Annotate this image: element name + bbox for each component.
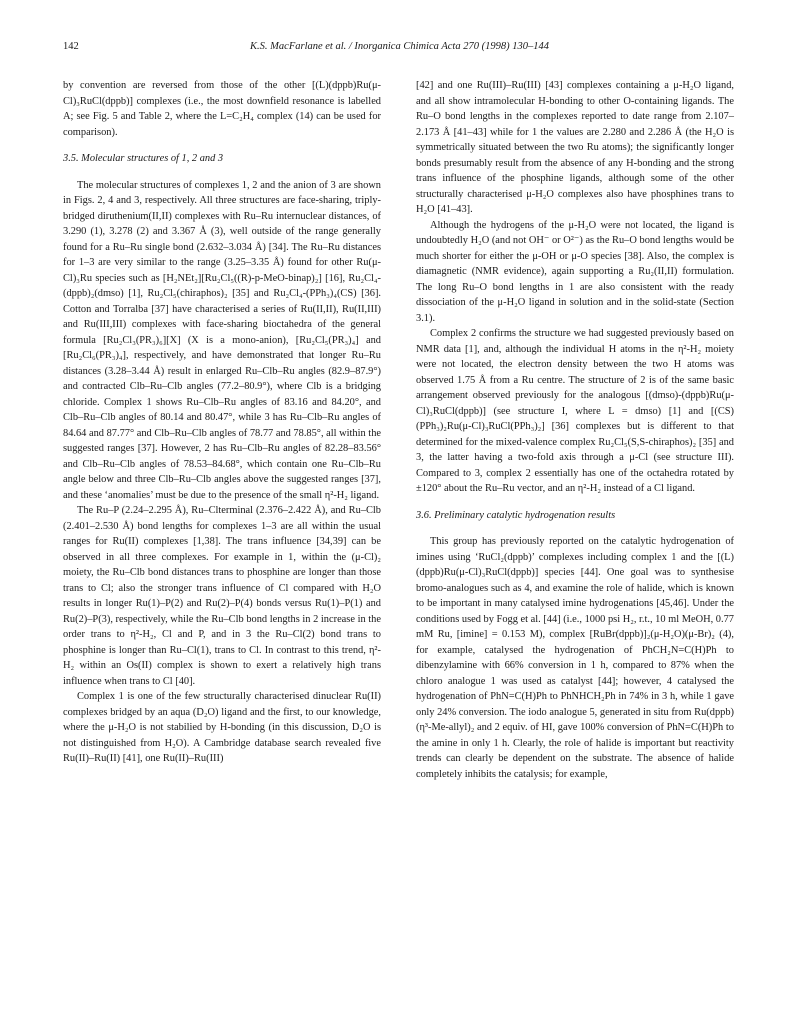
paragraph: This group has previously reported on the catalytic hydrogenation of imines using ‘RuCl₂(dppb)’ complexes including complex 1 and the [(L)(dppb)Ru(μ-Cl)₃RuCl(dppb)] species [44]. One goal was to synthesise bromo-analogues such as 4, and examine the role of halide, which is known to be important in many catalysed imine hydrogenations [45,46]. Under the conditions used by Fogg et al. [44] (i.e., 1000 psi H₂, r.t., 10 ml MeOH, 0.77 mM Ru, [imine] = 0.153 M), complex [RuBr(dppb)]₂(μ-H₂O)(μ-Br)₂ (4), for example, catalysed the hydrogenation of PhCH₂N=C(H)Ph to dibenzylamine with 66% conversion in 1 h, compared to 87% when the chloro analogue 1 was used as catalyst [44]; however, 4 catalysed the hydrogenation of PhN=C(H)Ph to PhNHCH₂Ph in 74% in 3 h, while 1 gave only 24% conversion. The iodo analogue 5, generated in situ from Ru(dppb)(η³-Me-allyl)₂ and 2 equiv. of HI, gave 100% conversion of PhN=C(H)Ph to the amine in only 1 h. Clearly, the role of halide is important but reactivity trends can clearly be dependent on the substrate. The absence of halide completely inhibits the catalysis; for example, bbox=[416, 536, 734, 780]
right-column bbox=[416, 78, 734, 782]
left-column bbox=[63, 78, 381, 767]
paragraph: by convention are reversed from those of the other [(L)(dppb)Ru(μ-Cl)₃RuCl(dppb)] complexes (i.e., the most downfield resonance is labelled A; see Fig. 5 and Table 2, where the L=C₂H₄ complex (14) can be used for comparison). bbox=[63, 80, 381, 138]
section-heading-3-5: 3.5. Molecular structures of 1, 2 and 3 bbox=[63, 153, 224, 164]
paragraph: The Ru–P (2.24–2.295 Å), Ru–Clterminal (2.376–2.422 Å), and Ru–Clb (2.401–2.530 Å) bond lengths for complexes 1–3 are all within the usual ranges for Ru(II) complexes [1,38]. The trans influence [34,39] can be observed in all three complexes. For example in 1, within the (μ-Cl)₂ moiety, the Ru–Clb bond distances trans to phosphine are longer than those trans to Cl; also the stronger trans influence of Cl compared with H₂O results in longer Ru(1)–P(2) and Ru(2)–P(4) bonds versus Ru(1)–P(1) and Ru(2)–P(3), respectively, while the Ru–Clb bond lengths in 2 increase in the order trans to η²-H₂, Cl and P, and in 3 the Ru–Cl(2) bond trans to phosphine is longer than Ru–Cl(1), trans to Cl. In contrast to this trend, η²-H₂ within an Os(II) complex is shown to exert a relatively high trans influence when trans to Cl [40]. bbox=[63, 505, 381, 687]
page-number: 142 bbox=[63, 41, 79, 52]
paragraph: Complex 2 confirms the structure we had suggested previously based on NMR data [1], and, although the individual H atoms in the η²-H₂ moiety were not located, the electron density between the two H atoms was observed 1.75 Å from a Ru centre. The structure of 2 is of the same basic arrangement observed previously for the analogous [(dmso)-(dppb)Ru(μ-Cl)₃RuCl(dppb)] (see structure I, where L = dmso) [1] and [(CS)(PPh₃)₂Ru(μ-Cl)₃RuCl(PPh₃)₂] [36] complexes but is different to that determined for the mixed-valence complex Ru₂Cl₅(S,S-chiraphos)₂ [35] and 3, the latter having a two-fold axis through a μ-Cl (see structure III). Compared to 3, complex 2 essentially has one of the octahedra rotated by ±120° about the Ru–Ru vector, and an η²-H₂ instead of a Cl ligand. bbox=[416, 328, 734, 494]
section-heading-3-6: 3.6. Preliminary catalytic hydrogenation results bbox=[416, 509, 616, 521]
paragraph: [42] and one Ru(III)–Ru(III) [43] complexes containing a μ-H₂O ligand, and all show intramolecular H-bonding to other O-containing ligands. The Ru–O bond lengths in the complexes reported to date range from 2.107–2.173 Å [41–43] while for 1 the values are 2.280 and 2.286 Å (the H₂O is symmetrically situated between the two Ru atoms); the significantly longer bonds presumably result from the absence of any H-bonding and the strong trans influence of the phosphine ligands, although some of the other structurally characterised μ-H₂O complexes also have phosphines trans to H₂O [41–43]. bbox=[416, 80, 734, 215]
paragraph: Although the hydrogens of the μ-H₂O were not located, the ligand is undoubtedly H₂O (and not OH⁻ or O²⁻) as the Ru–O bond lengths would be much shorter for either the μ-OH or μ-O species [38]. Also, the complex is diamagnetic (NMR evidence), again supporting a Ru₂(II,II) formulation. The long Ru–O bond lengths in 1 are also consistent with the ready dissociation of the μ-H₂O ligand in solution and in the solid-state (Section 3.1). bbox=[416, 219, 734, 324]
paragraph: The molecular structures of complexes 1, 2 and the anion of 3 are shown in Figs. 2, 4 and 3, respectively. All three structures are face-sharing, triply-bridged diruthenium(II,II) complexes with Ru–Ru internuclear distances, of 3.290 (1), 3.278 (2) and 3.367 Å (3), well outside of the range generally found for a Ru–Ru single bond (2.632–3.034 Å) [34]. The Ru–Ru distances for 1–3 are very similar to the range (3.25–3.35 Å) found for other Ru(μ-Cl)₃Ru species such as [H₂NEt₂][Ru₂Cl₅((R)-p-MeO-binap)₂] [16], Ru₂Cl₄-(dppb)₂(dmso) [1], Ru₂Cl₅(chiraphos)₂ [35] and Ru₂Cl₄-(PPh₃)₄(CS) [36]. Cotton and Torralba [37] have characterised a series of Ru(II,II), Ru(II,III) and Ru(III,III) complexes with face-sharing bioctahedra of the general formula [Ru₂Cl₃(PR₃)₆][X] (X is a mono-anion), [Ru₂Cl₅(PR₃)₄] and [Ru₂Cl₆(PR₃)₄], respectively, and have demonstrated that longer Ru–Ru distances (3.28–3.44 Å) result in enlarged Ru–Clb–Ru angles (82.9–87.9°) and contracted Clb–Ru–Clb angles (77.2–80.9°), where Clb is a bridging chloride. Complex 1 shows Ru–Clb–Ru angles of 83.16 and 84.20°, and Clb–Ru–Clb angles of 80.14 and 80.47°, while 3 has Ru–Clb–Ru angles of 84.64 and 87.77° and Clb–Ru–Clb angles of 78.77 and 78.85°, all within the suggested ranges [37]. However, 2 has Ru–Clb–Ru angles of 82.28–83.56° and Clb–Ru–Clb angles of 78.53–84.68°, which contain one Ru–Clb–Ru angle below and three Clb–Ru–Clb angles above the suggested ranges [37], and these ‘anomalies’ must be due to the presence of the small η²-H₂ ligand. bbox=[63, 179, 381, 501]
running-head: K.S. MacFarlane et al. / Inorganica Chimica Acta 270 (1998) 130–144 bbox=[250, 41, 549, 52]
paragraph: Complex 1 is one of the few structurally characterised dinuclear Ru(II) complexes bridged by an aqua (D₂O) ligand and the first, to our knowledge, where the μ-H₂O is not stabilied by H-bonding (in this discussion, D₂O is not distinguished from H₂O). A Cambridge database search revealed five Ru(II)–Ru(II) [41], one Ru(II)–Ru(III) bbox=[63, 691, 381, 764]
